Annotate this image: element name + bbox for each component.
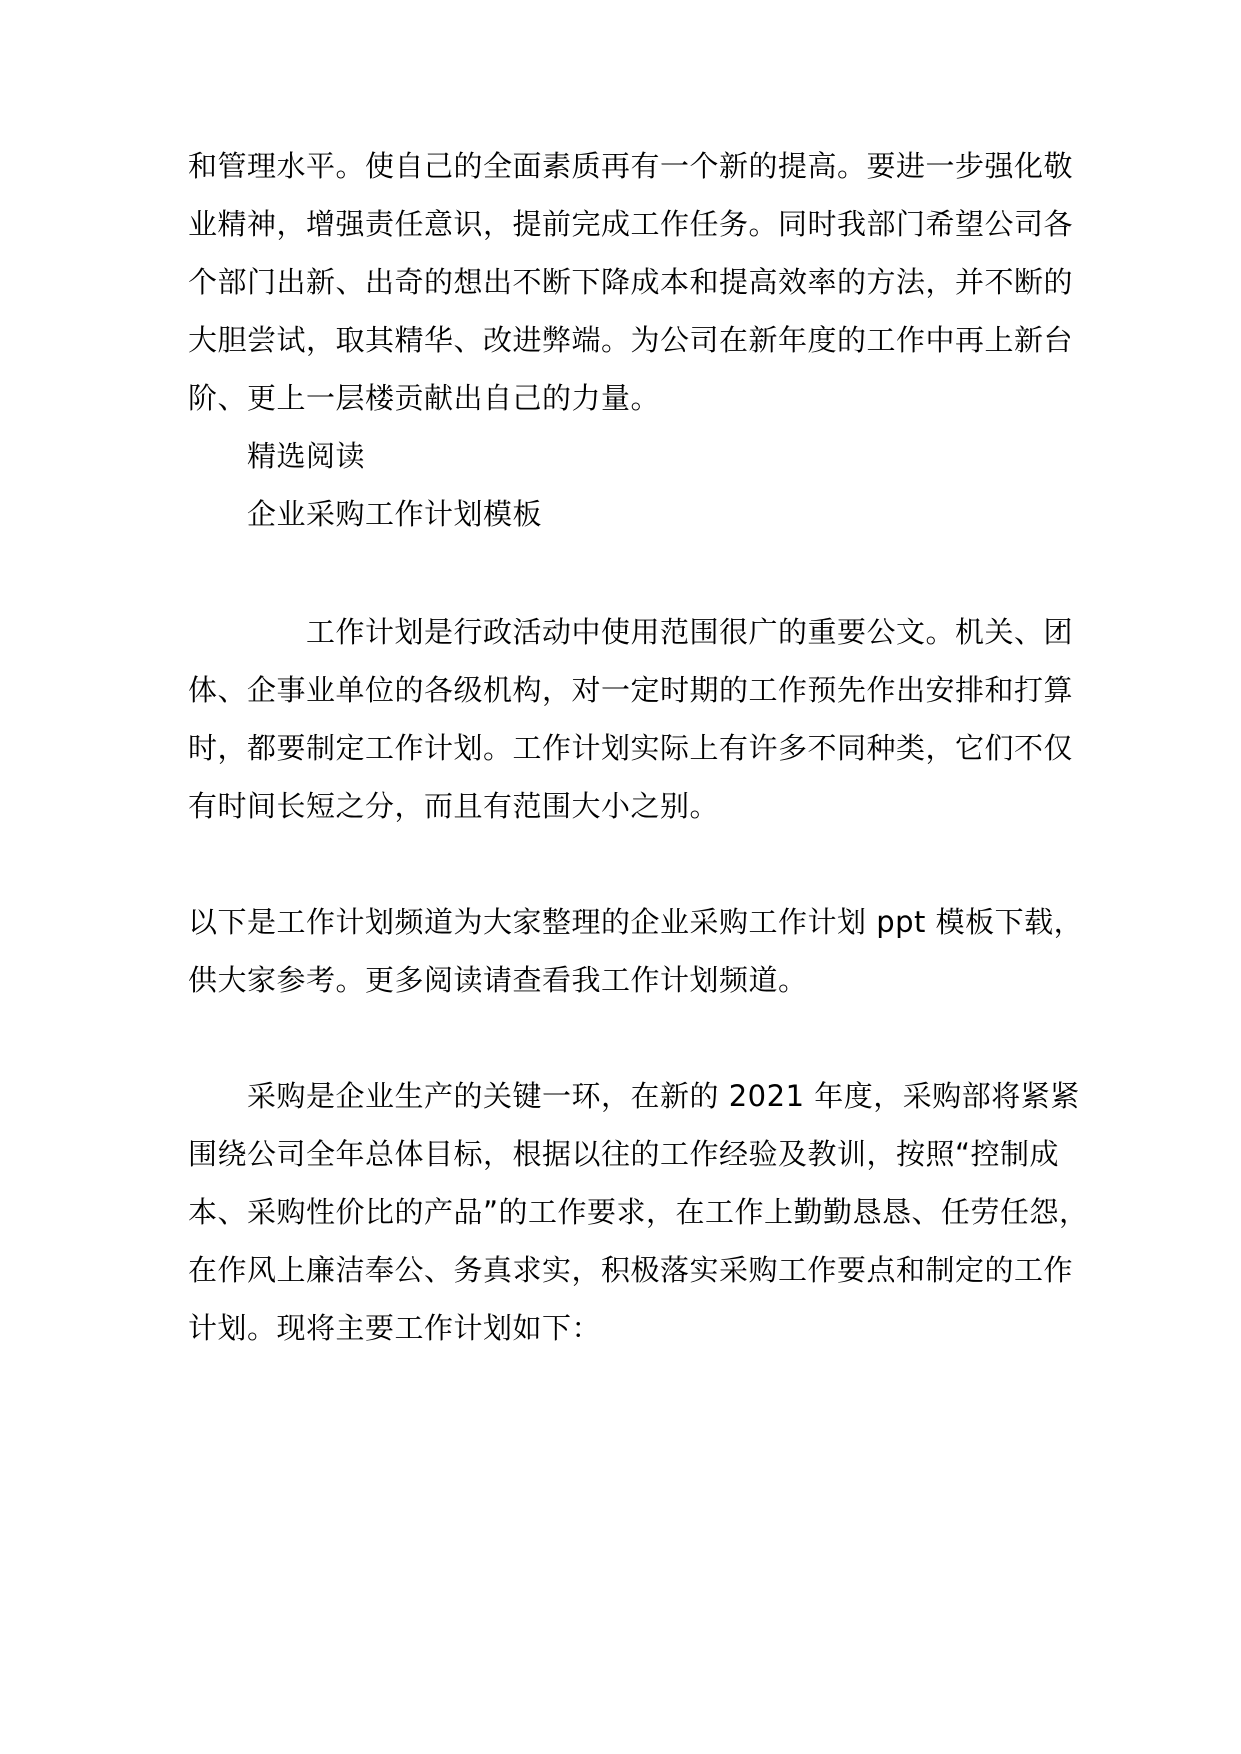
paragraph-line: 工作计划是行政活动中使用范围很广的重要公文。机关、团 [306,615,1074,649]
paragraph-line: 采购是企业生产的关键一环，在新的 2021 年度，采购部将紧紧 [247,1079,1080,1113]
section-heading: 精选阅读 [247,439,366,473]
paragraph-line: 以下是工作计划频道为大家整理的企业采购工作计划 ppt 模板下载， [188,905,1084,939]
paragraph-line: 围绕公司全年总体目标，根据以往的工作经验及教训，按照“控制成 [188,1137,1060,1171]
paragraph-line: 有时间长短之分，而且有范围大小之别。 [188,789,720,823]
paragraph-line: 在作风上廉洁奉公、务真求实，积极落实采购工作要点和制定的工作 [188,1253,1074,1287]
document-title: 企业采购工作计划模板 [247,497,543,531]
paragraph-line: 个部门出新、出奇的想出不断下降成本和提高效率的方法，并不断的 [188,265,1074,299]
paragraph-line: 阶、更上一层楼贡献出自己的力量。 [188,381,661,415]
paragraph-line: 业精神，增强责任意识，提前完成工作任务。同时我部门希望公司各 [188,207,1074,241]
paragraph-line: 计划。现将主要工作计划如下： [188,1311,602,1345]
paragraph-line: 时，都要制定工作计划。工作计划实际上有许多不同种类，它们不仅 [188,731,1074,765]
paragraph-line: 大胆尝试，取其精华、改进弊端。为公司在新年度的工作中再上新台 [188,323,1074,357]
paragraph-line: 供大家参考。更多阅读请查看我工作计划频道。 [188,963,808,997]
paragraph-line: 本、采购性价比的产品”的工作要求，在工作上勤勤恳恳、任劳任怨， [188,1195,1089,1229]
paragraph-line: 体、企事业单位的各级机构，对一定时期的工作预先作出安排和打算 [188,673,1074,707]
paragraph-line: 和管理水平。使自己的全面素质再有一个新的提高。要进一步强化敬 [188,149,1074,183]
